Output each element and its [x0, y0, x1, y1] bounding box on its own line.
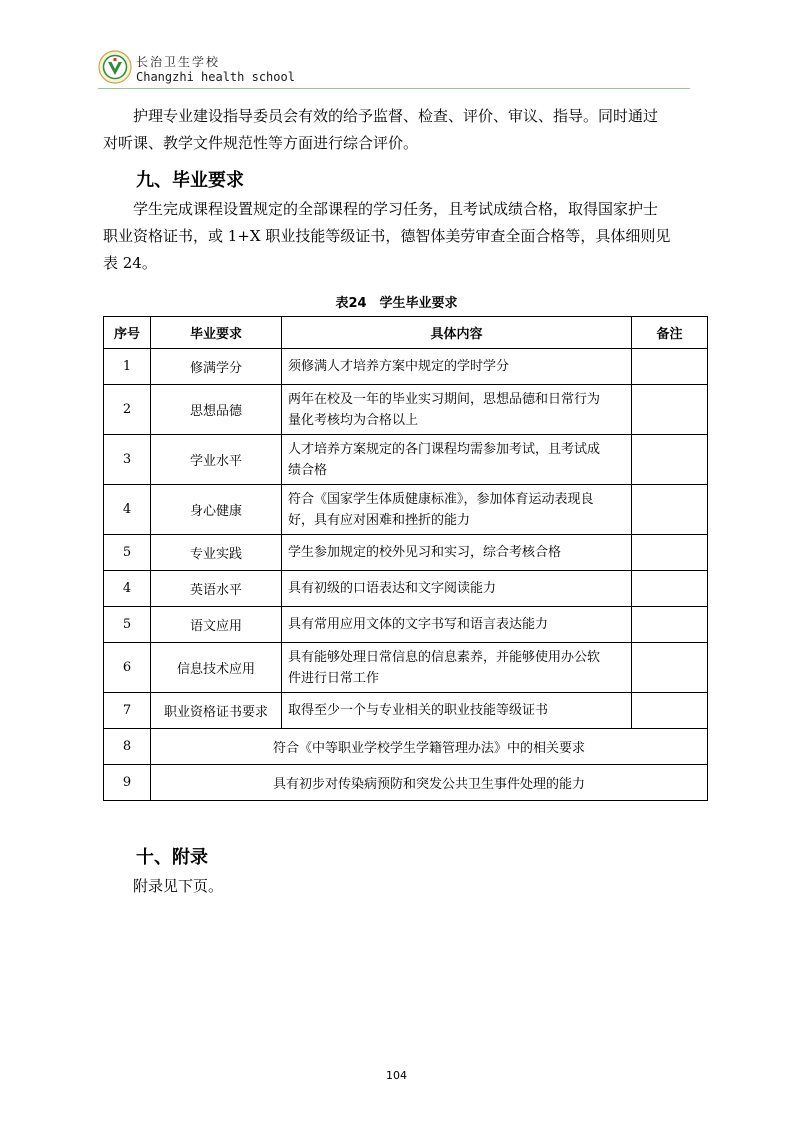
header-divider: [98, 88, 690, 89]
table-row: [104, 607, 708, 643]
table-row: [104, 693, 708, 729]
table-row: [104, 485, 708, 535]
cell-requirement: 修满学分: [151, 349, 282, 385]
cell-no: 4: [104, 485, 151, 535]
cell-content-line: 量化考核均为合格以上: [288, 412, 419, 428]
cell-requirement: 思想品德: [151, 385, 282, 435]
table-caption: 表24 学生毕业要求: [335, 296, 458, 311]
cell-requirement: 专业实践: [151, 535, 282, 571]
intro-line-1: 护理专业建设指导委员会有效的给予监督、检查、评价、审议、指导。同时通过: [133, 107, 659, 125]
cell-note: [632, 535, 708, 571]
table-row: [104, 349, 708, 385]
section-10-text: 附录见下页。: [133, 877, 224, 895]
section-9-heading: 九、毕业要求: [136, 170, 244, 191]
table-row: [104, 535, 708, 571]
cell-requirement: 身心健康: [151, 485, 282, 535]
cell-merged-content: 具有初步对传染病预防和突发公共卫生事件处理的能力: [151, 765, 708, 801]
header-requirement: 毕业要求: [151, 317, 282, 349]
table-row: [104, 435, 708, 485]
school-name-cn: 长治卫生学校: [136, 55, 221, 69]
cell-content: [282, 349, 632, 385]
cell-content: [282, 693, 632, 729]
cell-no: 9: [104, 765, 151, 801]
cell-note: [632, 349, 708, 385]
cell-content-line: 件进行日常工作: [288, 670, 380, 686]
section-9-paragraph: [103, 196, 693, 277]
cell-merged-content: 符合《中等职业学校学生学籍管理办法》中的相关要求: [151, 729, 708, 765]
cell-content: [282, 571, 632, 607]
header-content: 具体内容: [282, 317, 632, 349]
section-9-line-3: 表 24。: [103, 254, 157, 272]
cell-note: [632, 385, 708, 435]
cell-content: [282, 535, 632, 571]
table-row: [104, 385, 708, 435]
cell-no: 6: [104, 643, 151, 693]
cell-note: [632, 435, 708, 485]
school-logo-icon: [98, 50, 132, 84]
cell-content-line: 两年在校及一年的毕业实习期间，思想品德和日常行为: [288, 391, 601, 407]
section-9-line-1: 学生完成课程设置规定的全部课程的学习任务，且考试成绩合格，取得国家护士: [133, 200, 659, 218]
table-header-row: [104, 317, 708, 349]
cell-content: [282, 385, 632, 435]
cell-requirement: 语文应用: [151, 607, 282, 643]
cell-content-line: 具有初级的口语表达和文字阅读能力: [288, 581, 497, 596]
cell-note: [632, 607, 708, 643]
header-note: 备注: [632, 317, 708, 349]
cell-content: [282, 485, 632, 535]
cell-note: [632, 571, 708, 607]
intro-paragraph: [103, 103, 693, 157]
graduation-requirements-table: [103, 316, 708, 801]
cell-content-line: 学生参加规定的校外见习和实习，综合考核合格: [288, 545, 562, 560]
cell-no: 2: [104, 385, 151, 435]
page-number: 104: [386, 1069, 407, 1082]
cell-content-line: 好，具有应对困难和挫折的能力: [288, 512, 471, 528]
page-header: [98, 48, 698, 90]
table-row-merged: [104, 729, 708, 765]
cell-note: [632, 643, 708, 693]
cell-content: [282, 607, 632, 643]
cell-content: [282, 435, 632, 485]
cell-content-line: 取得至少一个与专业相关的职业技能等级证书: [288, 703, 549, 718]
table-row-merged: [104, 765, 708, 801]
section-10-heading: 十、附录: [136, 847, 208, 868]
cell-no: 3: [104, 435, 151, 485]
cell-note: [632, 485, 708, 535]
cell-content-line: 具有能够处理日常信息的信息素养，并能够使用办公软: [288, 649, 601, 665]
cell-requirement: 职业资格证书要求: [151, 693, 282, 729]
cell-no: 1: [104, 349, 151, 385]
cell-content-line: 须修满人才培养方案中规定的学时学分: [288, 359, 510, 374]
header-no: 序号: [104, 317, 151, 349]
cell-no: 4: [104, 571, 151, 607]
section-9-line-2: 职业资格证书，或 1+X 职业技能等级证书，德智体美劳审查全面合格等，具体细则见: [103, 227, 671, 245]
cell-no: 8: [104, 729, 151, 765]
cell-content: [282, 643, 632, 693]
cell-note: [632, 693, 708, 729]
cell-requirement: 学业水平: [151, 435, 282, 485]
cell-content-line: 具有常用应用文体的文字书写和语言表达能力: [288, 617, 549, 632]
table-row: [104, 571, 708, 607]
cell-no: 5: [104, 607, 151, 643]
table-row: [104, 643, 708, 693]
cell-requirement: 英语水平: [151, 571, 282, 607]
school-name-en: Changzhi health school: [136, 70, 295, 84]
cell-content-line: 人才培养方案规定的各门课程均需参加考试，且考试成: [288, 441, 601, 457]
cell-no: 5: [104, 535, 151, 571]
cell-requirement: 信息技术应用: [151, 643, 282, 693]
intro-line-2: 对听课、教学文件规范性等方面进行综合评价。: [103, 134, 419, 152]
cell-content-line: 绩合格: [288, 462, 328, 478]
cell-content-line: 符合《国家学生体质健康标准》，参加体育运动表现良: [288, 491, 594, 507]
cell-no: 7: [104, 693, 151, 729]
